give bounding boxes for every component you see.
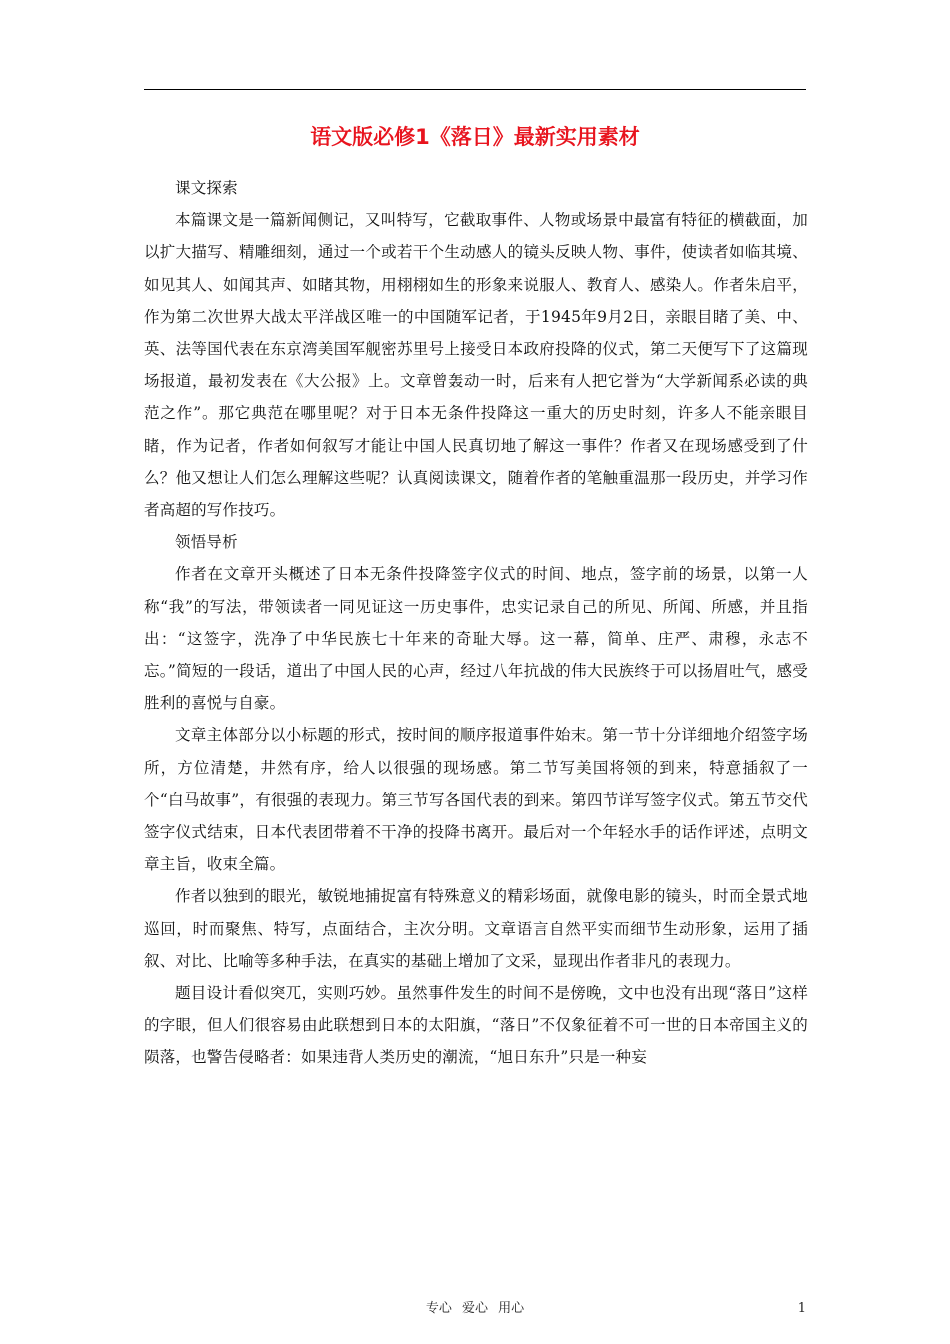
body-paragraph: 作者在文章开头概述了日本无条件投降签字仪式的时间、地点，签字前的场景，以第一人称“我”的写法，带领读者一同见证这一历史事件，忠实记录自己的所见、所闻、所感，并且指出：“这签字，洗净了中华民族七十年来的奇耻大辱。这一幕，简单、庄严、肃穆，永志不忘。”简短的一段话，道出了中国人民的心声，经过八年抗战的伟大民族终于可以扬眉吐气，感受胜利的喜悦与自豪。 [144, 565, 808, 713]
section-heading: 领悟导析 [175, 533, 238, 552]
header-rule [144, 89, 806, 90]
body-paragraph: 文章主体部分以小标题的形式，按时间的顺序报道事件始末。第一节十分详细地介绍签字场所，方位清楚，井然有序，给人以很强的现场感。第二节写美国将领的到来，特意插叙了一个“白马故事”，有很强的表现力。第三节写各国代表的到来。第四节详写签字仪式。第五节交代签字仪式结束，日本代表团带着不干净的投降书离开。最后对一个年轻水手的话作评述，点明文章主旨，收束全篇。 [144, 726, 808, 874]
document-body [144, 172, 808, 1074]
footer-slogan: 专心 爱心 用心 [425, 1301, 525, 1316]
body-paragraph: 题目设计看似突兀，实则巧妙。虽然事件发生的时间不是傍晚，文中也没有出现“落日”这样的字眼，但人们很容易由此联想到日本的太阳旗，“落日”不仅象征着不可一世的日本帝国主义的陨落，也警告侵略者：如果违背人类历史的潮流，“旭日东升”只是一种妄 [144, 984, 808, 1067]
document-title: 语文版必修1《落日》最新实用素材 [310, 125, 640, 149]
body-paragraph: 作者以独到的眼光，敏锐地捕捉富有特殊意义的精彩场面，就像电影的镜头，时而全景式地巡回，时而聚焦、特写，点面结合，主次分明。文章语言自然平实而细节生动形象，运用了插叙、对比、比喻等多种手法，在真实的基础上增加了文采，显现出作者非凡的表现力。 [144, 887, 808, 970]
body-paragraph: 本篇课文是一篇新闻侧记，又叫特写，它截取事件、人物或场景中最富有特征的横截面，加以扩大描写、精雕细刻，通过一个或若干个生动感人的镜头反映人物、事件，使读者如临其境、如见其人、如闻其声、如睹其物，用栩栩如生的形象来说服人、教育人、感染人。作者朱启平，作为第二次世界大战太平洋战区唯一的中国随军记者，于1945年9月2日，亲眼目睹了美、中、英、法等国代表在东京湾美国军舰密苏里号上接受日本政府投降的仪式，第二天便写下了这篇现场报道，最初发表在《大公报》上。文章曾轰动一时，后来有人把它誉为“大学新闻系必读的典范之作”。那它典范在哪里呢？对于日本无条件投降这一重大的历史时刻，许多人不能亲眼目睹，作为记者，作者如何叙写才能让中国人民真切地了解这一事件？作者又在现场感受到了什么？他又想让人们怎么理解这些呢？认真阅读课文，随着作者的笔触重温那一段历史，并学习作者高超的写作技巧。 [144, 211, 808, 520]
page-number: 1 [797, 1301, 806, 1316]
section-heading: 课文探索 [175, 179, 238, 197]
